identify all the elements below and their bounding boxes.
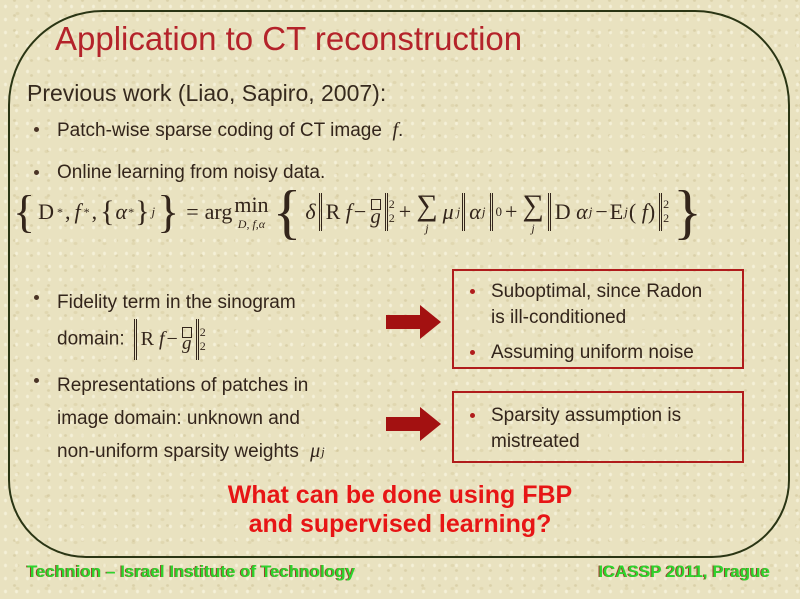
math-alpha: α: [576, 199, 588, 224]
math-f: f: [345, 199, 352, 224]
arrow-right-icon: [386, 305, 441, 339]
slide-title: Application to CT reconstruction: [55, 20, 523, 57]
math-comma: ,: [64, 199, 71, 224]
norm-alpha: [462, 193, 493, 231]
math-paren-close: ): [647, 199, 656, 224]
math-D: D: [554, 199, 571, 224]
math-sub-2: 2: [663, 211, 670, 225]
math-plus: +: [504, 199, 518, 224]
math-mu-j: μ j: [310, 440, 325, 463]
math-mu: μ: [442, 199, 454, 224]
math-f: f: [641, 199, 648, 224]
red-bullet-icon: [470, 350, 475, 355]
math-f: f: [74, 199, 81, 224]
red-bullet-icon: [470, 413, 475, 418]
bullet-text: Fidelity term in the sinogram domain: R f − g 2 2: [57, 286, 296, 360]
objective-formula: { D * , f * , { α * } j } = arg min D, f,α { δ R f − g 2 2 + ∑ j μ j α j 0 + ∑ j D α j − E j ( f ) 2 2 }: [13, 179, 702, 245]
bullet-icon: [34, 127, 39, 132]
math-sup-sub-2-2: [663, 198, 669, 226]
math-min: min: [234, 192, 269, 217]
math-D: D: [38, 199, 54, 224]
math-sub-j: j: [588, 204, 593, 219]
math-delta: δ: [305, 199, 316, 224]
math-R: R: [325, 199, 341, 224]
arrow-right-icon: [386, 407, 441, 441]
math-arg: arg: [204, 199, 233, 224]
math-sub-j: j: [151, 204, 156, 219]
bullet-item-fidelity: [30, 286, 400, 360]
math-minus: −: [353, 199, 367, 224]
math-f: f: [392, 119, 399, 141]
math-star: *: [83, 204, 90, 219]
box-bullet-item: [464, 403, 738, 455]
critique-box-sparsity: [452, 391, 744, 463]
math-sub-j: j: [624, 204, 628, 219]
footer-affiliation: Technion – Israel Institute of Technology: [27, 562, 356, 581]
previous-work-heading: Previous work (Liao, Sapiro, 2007):: [27, 80, 387, 106]
math-star: *: [128, 204, 135, 219]
math-star: *: [56, 204, 63, 219]
norm-dictionary: [548, 193, 662, 231]
red-bullet-icon: [470, 289, 475, 294]
math-equals: =: [186, 199, 199, 224]
inline-norm-formula: R f − g 2 2: [133, 319, 208, 360]
bullet-text: Representations of patches in image domain: unknown and non-uniform sparsity weights μ j: [57, 369, 326, 468]
math-sum-stack: [416, 188, 438, 235]
math-sup-sub-2-2: [389, 198, 395, 226]
sum-icon: ∑: [416, 188, 438, 222]
critique-box-radon: [452, 269, 744, 369]
box-bullet-item: [464, 279, 738, 331]
box-bullet-item: [464, 340, 738, 366]
math-alpha: α: [469, 199, 481, 224]
bullet-icon: [34, 378, 39, 383]
math-sum-stack: [522, 188, 544, 235]
math-plus: +: [398, 199, 412, 224]
math-g-tilde: [370, 199, 380, 226]
bullet-icon: [34, 170, 39, 175]
bullet-icon: [34, 295, 39, 300]
bullet-text: Patch-wise sparse coding of CT image f.: [57, 119, 404, 141]
math-comma: ,: [91, 199, 98, 224]
math-sup-2: 2: [388, 197, 395, 212]
math-sub-j: j: [425, 220, 429, 235]
norm-radon-fidelity: [319, 193, 388, 232]
footer-conference: ICASSP 2011, Prague: [598, 562, 770, 581]
math-E: E: [609, 199, 624, 224]
box-bullet-text: Suboptimal, since Radon is ill-conditioned: [491, 281, 703, 328]
question-text: What can be done using FBP and supervised learning?: [227, 481, 573, 538]
math-g: g: [370, 203, 381, 228]
bullet-text: Online learning from noisy data.: [57, 162, 326, 183]
math-alpha: α: [115, 199, 128, 224]
bullet-item-patchwise: [30, 118, 403, 143]
math-sub-j: j: [481, 204, 486, 219]
box-bullet-text: Sparsity assumption is mistreated: [491, 405, 682, 452]
math-sub-j: j: [531, 220, 535, 235]
math-min-stack: [234, 194, 268, 230]
math-sub-2: 2: [388, 211, 395, 225]
math-sup-2: 2: [663, 197, 670, 212]
math-sub-j: j: [456, 204, 461, 219]
math-min-subscript: D, f,α: [237, 217, 266, 231]
math-paren-open: (: [628, 199, 637, 224]
box-bullet-text: Assuming uniform noise: [491, 342, 694, 363]
bullet-item-representations: [30, 369, 420, 468]
math-sub-0: 0: [495, 204, 502, 219]
sum-icon: ∑: [522, 188, 544, 222]
math-minus: −: [595, 199, 608, 224]
